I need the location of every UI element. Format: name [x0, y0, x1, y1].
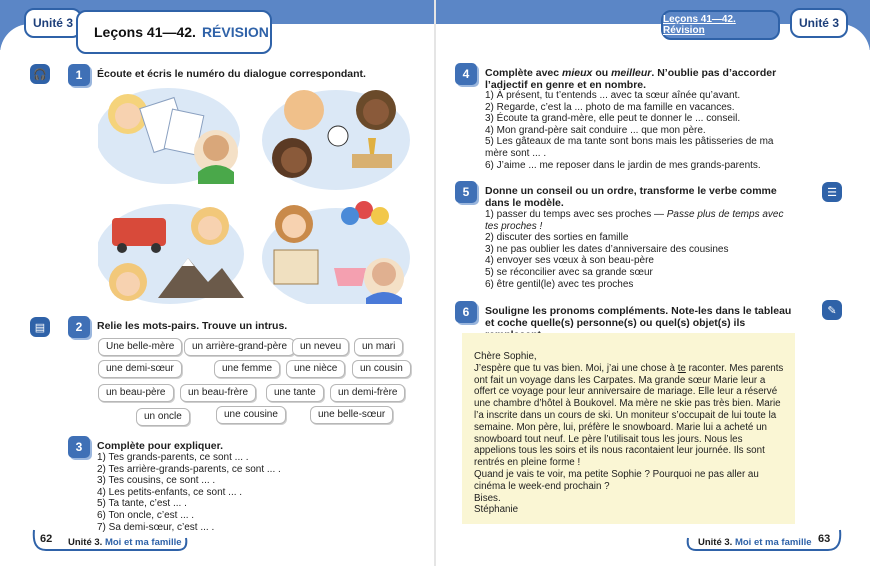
- exercise-1-number: 1: [68, 64, 90, 86]
- scene-phone-birthday: [262, 201, 410, 304]
- lesson-revision: RÉVISION: [201, 24, 269, 40]
- lesson-prefix: Leçons 41—42.: [94, 24, 196, 40]
- exercise-5-list: [485, 209, 795, 290]
- instruction-meilleur: meilleur: [611, 67, 652, 79]
- exercise-2-number: 2: [68, 316, 90, 338]
- exercise-2-instruction: Relie les mots-pairs. Trouve un intrus.: [97, 320, 288, 332]
- word-chip[interactable]: un demi-frère: [330, 384, 405, 402]
- chat-icon: ☰: [822, 182, 842, 202]
- word-chip[interactable]: une demi-sœur: [98, 360, 182, 378]
- word-chip[interactable]: un arrière-grand-père: [184, 338, 295, 356]
- exercise-4-instruction: [485, 67, 795, 91]
- word-chip[interactable]: une nièce: [286, 360, 345, 378]
- exercise-6-instruction: Souligne les pronoms compléments. Note-les dans le tableau et coche quelle(s) personne(s) ou quel(s) objet(s) ils: [485, 305, 792, 329]
- exercise-1-instruction: Écoute et écris le numéro du dialogue correspondant.: [97, 68, 366, 80]
- headphones-icon: 🎧: [30, 64, 50, 84]
- letter-body: [474, 363, 785, 469]
- page-number-left: 62: [40, 533, 53, 545]
- exercise-5-number: 5: [455, 181, 477, 203]
- exercise-3-list: [97, 452, 281, 533]
- page-spine: [434, 0, 436, 566]
- list-item: [485, 209, 795, 232]
- list-item: 2) Tes arrière-grands-parents, ce sont ... .: [97, 463, 281, 475]
- instruction-mieux: mieux: [562, 67, 593, 79]
- word-chip[interactable]: un oncle: [136, 408, 190, 426]
- word-chip[interactable]: une femme: [214, 360, 280, 378]
- list-item: 4) Mon grand-père sait conduire ... que mon père.: [485, 124, 706, 136]
- exercise-3-number: 3: [68, 436, 90, 458]
- list-item: 3) Tes cousins, ce sont ... .: [97, 475, 216, 487]
- word-chip[interactable]: une cousine: [216, 406, 286, 424]
- word-chip[interactable]: un mari: [354, 338, 403, 356]
- list-item: 5) Ta tante, c’est ... .: [97, 498, 187, 510]
- letter-text: raconter. Mes parents ont fait un voyage dans les Carpates. Ma grande sœur Marie leur a offert ce voyage pour leur anniversaire de mariage. Elle leur a réservé une chambre d’hôtel à Boukovel. Ma mère ne skie pas très bien. Marie l’a inscrite dans un cours de ski. Un moniteur s’occupait de lui toute la semaine. Mon père, lui, préfère le snowboard. Marie lui a acheté un snowboard tout neuf. Le père l’utilisait tous les jours. Nous les appelions tous les soirs et ils nous racontaient leur journée. Ils sont rentrés en pleine forme !: [474, 362, 784, 469]
- word-chip[interactable]: un beau-père: [98, 384, 174, 402]
- model-answer: Passe plus de temps avec tes proches !: [485, 209, 784, 232]
- letter-signature: Stéphanie: [474, 504, 519, 516]
- model-verb: 1) passer du temps avec ses proches —: [485, 209, 667, 220]
- list-item: 4) envoyer ses vœux à son beau-père: [485, 255, 654, 267]
- letter-question: Quand je vais te voir, ma petite Sophie ? Pourquoi ne pas aller au cinéma le week-end prochain ?: [474, 468, 759, 492]
- list-item: 4) Les petits-enfants, ce sont ... .: [97, 486, 243, 498]
- underlined-pronoun: te: [677, 362, 686, 374]
- list-item: 6) être gentil(le) avec tes proches: [485, 278, 634, 290]
- instruction-part: Complète avec: [485, 67, 563, 79]
- instruction-part: . N’oublie pas d’accorder l’adjectif en genre et en nombre.: [485, 67, 777, 91]
- list-item: 5) se réconcilier avec sa grande sœur: [485, 266, 653, 278]
- word-chip[interactable]: un beau-frère: [180, 384, 256, 402]
- list-item: 6) J’aime ... me reposer dans le jardin de mes grands-parents.: [485, 159, 761, 171]
- list-item: 3) Écoute ta grand-mère, elle peut te donner le ... conseil.: [485, 113, 741, 125]
- scene-phone-homework: [98, 88, 240, 184]
- word-chip[interactable]: un cousin: [352, 360, 411, 378]
- word-chip[interactable]: une belle-sœur: [310, 406, 393, 424]
- instruction-part: ou: [592, 67, 612, 79]
- letter-greeting: Chère Sophie,: [474, 351, 537, 362]
- list-item: 1) À présent, tu t’entends ... avec ta sœur aînée qu’avant.: [485, 90, 741, 101]
- exercise-4-list: [485, 90, 795, 171]
- footer-title: Moi et ma famille: [104, 537, 182, 548]
- letter-closing: Bises.: [474, 492, 501, 504]
- list-item: 7) Sa demi-sœur, c’est ... .: [97, 521, 215, 533]
- footer-right-frame: [684, 528, 844, 554]
- footer-unit: Unité 3.: [68, 537, 103, 548]
- exercise-3-instruction: Complète pour expliquer.: [97, 440, 224, 452]
- list-item: 6) Ton oncle, c’est ... .: [97, 509, 195, 521]
- scene-phone-travel: [98, 204, 244, 304]
- unit-tab-left: Unité 3: [24, 8, 82, 38]
- word-chip[interactable]: un neveu: [292, 338, 349, 356]
- lesson-title-right: Leçons 41—42. Révision: [661, 10, 780, 40]
- list-item: 2) discuter des sorties en famille: [485, 232, 629, 244]
- unit-tab-right: Unité 3: [790, 8, 848, 38]
- dialogue-scenes-svg: [98, 84, 416, 304]
- lesson-title: [76, 10, 272, 54]
- list-item: 3) ne pas oublier les dates d’anniversaire des cousines: [485, 243, 729, 255]
- word-chip[interactable]: Une belle-mère: [98, 338, 182, 356]
- exercise-4-number: 4: [455, 63, 477, 85]
- footer-title: Moi et ma famille: [734, 537, 812, 548]
- exercise-5-instruction: Donne un conseil ou un ordre, transforme le verbe comme dans le modèle.: [485, 185, 777, 209]
- list-item: 5) Les gâteaux de ma tante sont bons mais les pâtisseries de ma mère sont ... .: [485, 136, 774, 159]
- word-chip[interactable]: une tante: [266, 384, 324, 402]
- list-item: 2) Regarde, c’est la ... photo de ma famille en vacances.: [485, 101, 735, 113]
- pencil-icon: ✎: [822, 300, 842, 320]
- book-icon: ▤: [30, 317, 50, 337]
- exercise-6-number: 6: [455, 301, 477, 323]
- page-number-right: 63: [818, 533, 831, 545]
- letter-box: [462, 333, 795, 524]
- letter-text: J’espère que tu vas bien. Moi, j’ai une chose à: [474, 362, 678, 374]
- scene-phone-sports: [262, 90, 410, 190]
- footer-unit: Unité 3.: [698, 537, 733, 548]
- list-item: 1) Tes grands-parents, ce sont ... .: [97, 452, 249, 463]
- dialogue-illustrations: [98, 84, 416, 304]
- footer-left-frame: [30, 528, 190, 554]
